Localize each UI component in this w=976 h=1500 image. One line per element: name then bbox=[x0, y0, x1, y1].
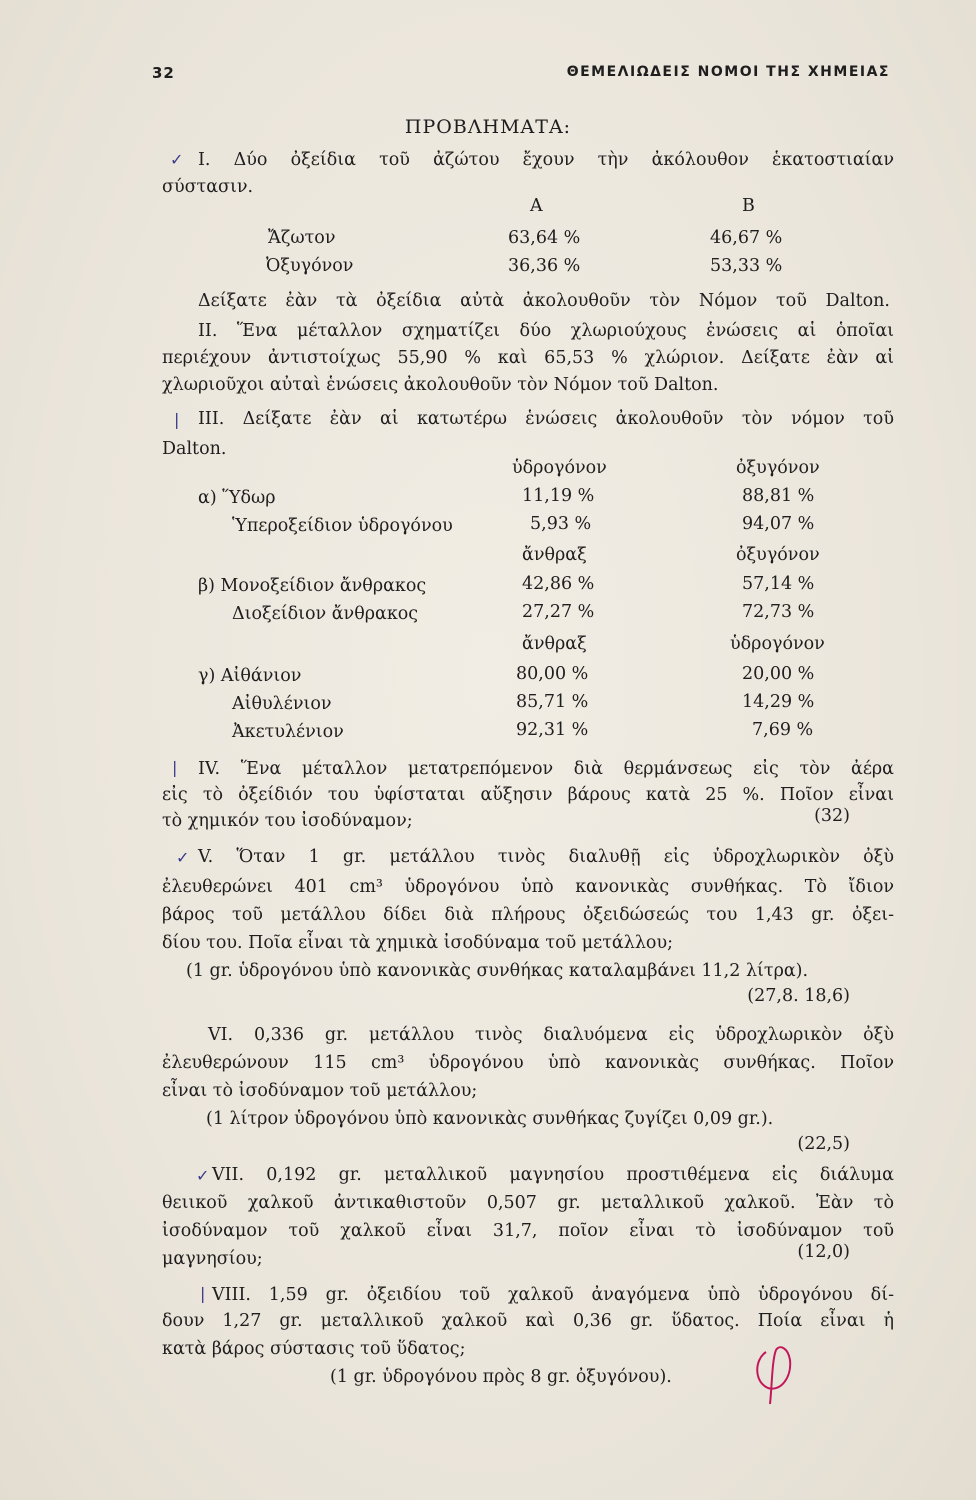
problem-6-note: (1 λίτρον ὑδρογόνου ὑπὸ κανονικὰς συνθήκας ζυγίζει 0,09 gr.). bbox=[206, 1109, 774, 1129]
problem-7-line-2: θειικοῦ χαλκοῦ ἀντικαθιστοῦν 0,507 gr. μεταλλικοῦ χαλκοῦ. Ἐὰν τὸ bbox=[162, 1193, 894, 1213]
problem-3-line-1: ΙΙΙ. Δείξατε ἐὰν αἱ κατωτέρω ἑνώσεις ἀκολουθοῦν τὸν νόμον τοῦ bbox=[198, 409, 894, 429]
table-row-label: α) Ὕδωρ bbox=[198, 488, 276, 508]
problem-8-line-2: δουν 1,27 gr. μεταλλικοῦ χαλκοῦ καὶ 0,36 gr. ὕδατος. Ποία εἶναι ἡ bbox=[162, 1311, 894, 1331]
problem-5-line-4: δίου του. Ποῖα εἶναι τὰ χημικὰ ἰσοδύναμα τοῦ μετάλλου; bbox=[162, 933, 674, 953]
problem-1-line-1: Ι. Δύο ὀξείδια τοῦ ἀζώτου ἔχουν τὴν ἀκόλουθον ἑκατοστιαίαν bbox=[198, 150, 894, 170]
problem-4-line-2: εἰς τὸ ὀξείδιόν του ὑφίσταται αὔξησιν βάρους κατὰ 25 %. Ποῖον εἶναι bbox=[162, 785, 894, 805]
table-cell: 42,86 % bbox=[522, 574, 595, 594]
problem-8-line-1: VIII. 1,59 gr. ὀξειδίου τοῦ χαλκοῦ ἀναγόμενα ὑπὸ ὑδρογόνου δί- bbox=[212, 1285, 894, 1305]
problem-5-answer: (27,8. 18,6) bbox=[747, 986, 850, 1006]
problem-1-line-2: σύστασιν. bbox=[162, 177, 254, 197]
problem-6-line-1: VI. 0,336 gr. μετάλλου τινὸς διαλυόμενα εἰς ὑδροχλωρικὸν ὀξὺ bbox=[208, 1025, 894, 1045]
table-cell: 36,36 % bbox=[508, 256, 581, 276]
table-cell: 85,71 % bbox=[516, 692, 589, 712]
problem-1-col-b: Β bbox=[742, 196, 755, 216]
problem-4-line-3: τὸ χημικόν του ἰσοδύναμον; bbox=[162, 811, 413, 831]
problem-5-note: (1 gr. ὑδρογόνου ὑπὸ κανονικὰς συνθήκας καταλαμβάνει 11,2 λίτρα). bbox=[186, 961, 809, 981]
table-row-label: γ) Αἰθάνιον bbox=[198, 666, 302, 686]
table-row-label: Αἰθυλένιον bbox=[232, 694, 332, 714]
table-cell: 14,29 % bbox=[742, 692, 815, 712]
problem-7-line-1: VII. 0,192 gr. μεταλλικοῦ μαγνησίου προστιθέμενα εἰς διάλυμα bbox=[212, 1165, 894, 1185]
table-cell: 63,64 % bbox=[508, 228, 581, 248]
table-row-label: Ἄζωτον bbox=[268, 228, 336, 248]
table-cell: 94,07 % bbox=[742, 514, 815, 534]
problem-5-line-2: ἐλευθερώνει 401 cm³ ὑδρογόνου ὑπὸ κανονικὰς συνθήκας. Τὸ ἴδιον bbox=[162, 877, 894, 897]
table-row-label: Ὀξυγόνον bbox=[266, 256, 354, 276]
problem-6-line-3: εἶναι τὸ ἰσοδύναμον τοῦ μετάλλου; bbox=[162, 1081, 478, 1101]
problem-2-line-2: περιέχουν ἀντιστοίχως 55,90 % καὶ 65,53 % χλώριον. Δείξατε ἐὰν αἱ bbox=[162, 348, 894, 368]
table-cell: 92,31 % bbox=[516, 720, 589, 740]
problem-6-line-2: ἐλευθερώνουν 115 cm³ ὑδρογόνου ὑπὸ κανονικὰς συνθήκας. Ποῖον bbox=[162, 1053, 894, 1073]
problem-6-answer: (22,5) bbox=[797, 1134, 850, 1154]
margin-mark-icon: ❘ bbox=[168, 758, 182, 777]
table-row-label: Ὑπεροξείδιον ὑδρογόνου bbox=[232, 516, 453, 536]
problem-7-answer: (12,0) bbox=[797, 1242, 850, 1262]
problem-5-line-1: V. Ὅταν 1 gr. μετάλλου τινὸς διαλυθῇ εἰς ὑδροχλωρικὸν ὀξὺ bbox=[198, 847, 894, 867]
table-row-label: β) Μονοξείδιον ἄνθρακος bbox=[198, 576, 427, 596]
problem-1-line-3: Δείξατε ἐὰν τὰ ὀξείδια αὐτὰ ἀκολουθοῦν τὸν Νόμον τοῦ Dalton. bbox=[198, 291, 890, 311]
problem-7-line-3: ἰσοδύναμον τοῦ χαλκοῦ εἶναι 31,7, ποῖον εἶναι τὸ ἰσοδύναμον τοῦ bbox=[162, 1221, 894, 1241]
group-b-col-2: ὀξυγόνον bbox=[736, 545, 820, 565]
table-cell: 5,93 % bbox=[530, 514, 592, 534]
group-b-col-1: ἄνθραξ bbox=[522, 545, 587, 565]
check-mark-icon: ✓ bbox=[196, 1166, 210, 1185]
table-cell: 88,81 % bbox=[742, 486, 815, 506]
table-cell: 57,14 % bbox=[742, 574, 815, 594]
group-c-col-2: ὑδρογόνον bbox=[730, 634, 825, 654]
problem-4-line-1: IV. Ἕνα μέταλλον μετατρεπόμενον διὰ θερμάνσεως εἰς τὸν ἀέρα bbox=[198, 759, 894, 779]
problem-8-note: (1 gr. ὑδρογόνου πρὸς 8 gr. ὀξυγόνου). bbox=[330, 1367, 672, 1387]
problem-5-line-3: βάρος τοῦ μετάλλου δίδει διὰ πλήρους ὀξειδώσεώς του 1,43 gr. ὀξει- bbox=[162, 905, 894, 925]
problem-3-line-2: Dalton. bbox=[162, 439, 227, 459]
table-cell: 11,19 % bbox=[522, 486, 595, 506]
check-mark-icon: ✓ bbox=[176, 848, 190, 867]
margin-mark-icon: ❘ bbox=[170, 410, 184, 429]
margin-mark-icon: ❘ bbox=[196, 1284, 210, 1303]
running-head: ΘΕΜΕΛΙΩΔΕΙΣ ΝΟΜΟΙ ΤΗΣ ΧΗΜΕΙΑΣ bbox=[566, 64, 890, 80]
problem-2-line-1: ΙΙ. Ἕνα μέταλλον σχηματίζει δύο χλωριούχους ἑνώσεις αἱ ὁποῖαι bbox=[198, 321, 894, 341]
problem-1-col-a: Α bbox=[530, 196, 543, 216]
section-title: ΠΡΟΒΛΗΜΑΤΑ: bbox=[404, 116, 572, 138]
table-cell: 72,73 % bbox=[742, 602, 815, 622]
table-cell: 27,27 % bbox=[522, 602, 595, 622]
problem-8-line-3: κατὰ βάρος σύστασις τοῦ ὕδατος; bbox=[162, 1339, 466, 1359]
group-a-col-2: ὀξυγόνον bbox=[736, 458, 820, 478]
table-cell: 20,00 % bbox=[742, 664, 815, 684]
table-cell: 7,69 % bbox=[752, 720, 814, 740]
page-number: 32 bbox=[152, 64, 175, 82]
problem-4-answer: (32) bbox=[814, 806, 850, 826]
table-cell: 46,67 % bbox=[710, 228, 783, 248]
table-cell: 53,33 % bbox=[710, 256, 783, 276]
check-mark-icon: ✓ bbox=[170, 150, 184, 169]
group-c-col-1: ἄνθραξ bbox=[522, 634, 587, 654]
table-row-label: Διοξείδιον ἄνθρακος bbox=[232, 604, 419, 624]
problem-2-line-3: χλωριοῦχοι αὐταὶ ἑνώσεις ἀκολουθοῦν τὸν Νόμον τοῦ Dalton. bbox=[162, 375, 719, 395]
table-cell: 80,00 % bbox=[516, 664, 589, 684]
handwritten-phi-mark-icon bbox=[752, 1338, 812, 1408]
problem-7-line-4: μαγνησίου; bbox=[162, 1249, 263, 1269]
table-row-label: Ἀκετυλένιον bbox=[232, 722, 344, 742]
group-a-col-1: ὑδρογόνον bbox=[512, 458, 607, 478]
